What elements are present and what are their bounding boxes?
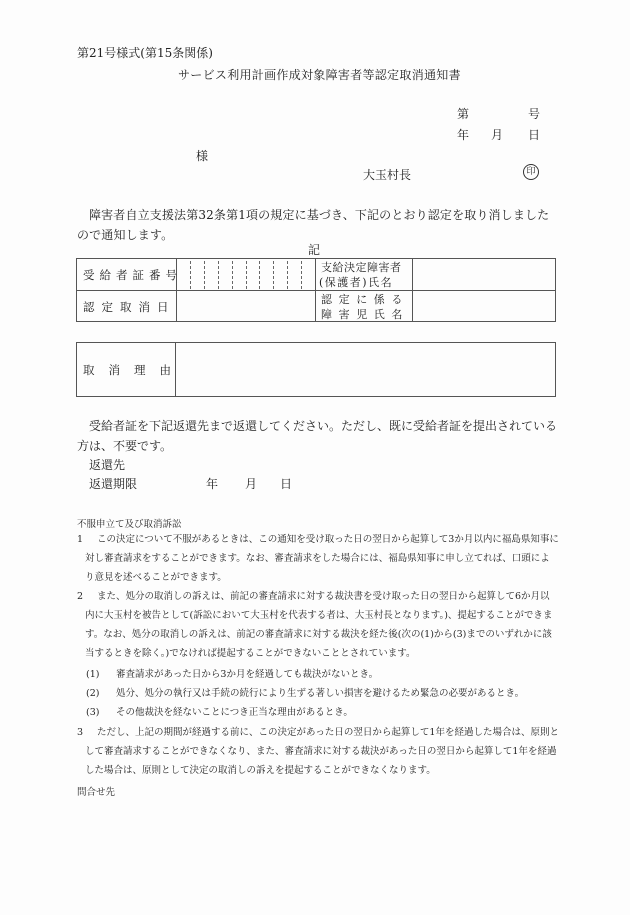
- digit-box-divider: [190, 261, 191, 289]
- appeal-item-number: 2: [77, 591, 84, 602]
- appeal-item-text: また、処分の取消しの訴えは、前記の審査請求に対する裁決書を受け取った日の翌日から起算して6か月以内に大玉村を被告として(訴訟において大玉村を代表する者は、大玉村長となります。)、提起することができます。なお、処分の取消しの訴えは、前記の審査請求に対する裁決を経た後(次の(1)から(3)までのいずれかに該当するときを除く。)でなければ提起することができないこととされています。: [85, 591, 553, 659]
- appeal-item-number: 3: [77, 727, 84, 738]
- return-deadline-month: 月: [245, 477, 258, 491]
- appeal-item-1: [77, 530, 559, 587]
- return-deadline-year: 年: [206, 477, 219, 491]
- digit-box-divider: [259, 261, 260, 289]
- table-col-divider: [412, 259, 413, 321]
- recipient-name-label-line1: 支給決定障害者: [321, 261, 402, 274]
- table-col-divider: [315, 259, 316, 321]
- revocation-reason-label: 取消理由: [83, 363, 185, 377]
- date-day-label: 日: [528, 128, 541, 142]
- digit-box-divider: [287, 261, 288, 289]
- revocation-date-label: 認定取消日: [83, 300, 176, 314]
- appeal-heading: 不服申立て及び取消訴訟: [77, 519, 182, 530]
- digit-box-divider: [218, 261, 219, 289]
- appeal-item-3: [77, 723, 559, 780]
- date-year-label: 年: [457, 128, 470, 142]
- digit-box-divider: [204, 261, 205, 289]
- return-notice-text: 受給者証を下記返還先まで返還してください。ただし、既に受給者証を提出されている方は、不要です。: [77, 419, 558, 453]
- return-destination-label: 返還先: [89, 458, 126, 472]
- number-suffix: 号: [528, 107, 541, 121]
- appeal-sub-item-2: [86, 685, 524, 699]
- sub-item-number: (3): [86, 707, 100, 718]
- issuer-name: 大玉村長: [363, 168, 412, 182]
- return-deadline-label: 返還期限: [89, 477, 138, 491]
- appeal-item-text: ただし、上記の期間が経過する前に、この決定があった日の翌日から起算して1年を経過した場合は、原則として審査請求することができなくなり、また、審査請求に対する裁決があった日の翌日から起算して1年を経過した場合は、原則として決定の取消しの訴えを提起することができなくなります。: [85, 727, 559, 776]
- revocation-reason-table: [76, 342, 556, 397]
- table-row-divider: [77, 290, 555, 291]
- document-title: サービス利用計画作成対象障害者等認定取消通知書: [178, 68, 461, 82]
- digit-box-divider: [246, 261, 247, 289]
- sub-item-text: 処分、処分の執行又は手続の続行により生ずる著しい損害を避けるため緊急の必要があるとき。: [116, 688, 525, 699]
- form-number: 第21号様式(第15条関係): [77, 46, 213, 60]
- certificate-number-label: 受給者証番号: [83, 268, 182, 282]
- certificate-table: [76, 258, 556, 322]
- addressee-suffix: 様: [196, 149, 209, 163]
- digit-box-divider: [232, 261, 233, 289]
- sub-item-number: (1): [86, 669, 100, 680]
- appeal-item-2: [77, 587, 559, 663]
- date-month-label: 月: [491, 128, 504, 142]
- sub-item-text: その他裁決を経ないことにつき正当な理由があるとき。: [116, 707, 353, 718]
- inquiry-label: 問合せ先: [77, 787, 116, 798]
- number-prefix: 第: [457, 107, 470, 121]
- appeal-sub-item-1: [86, 666, 378, 680]
- digit-box-divider: [301, 261, 302, 289]
- sub-item-text: 審査請求があった日から3か月を経過しても裁決がないとき。: [116, 669, 379, 680]
- notice-text: 障害者自立支援法第32条第1項の規定に基づき、下記のとおり認定を取り消しましたので通知します。: [77, 208, 550, 242]
- recipient-name-label-line2: (保護者)氏名: [319, 276, 394, 289]
- child-name-label-line1: 認定に係る: [321, 293, 409, 306]
- digit-box-divider: [273, 261, 274, 289]
- seal-icon: 印: [523, 164, 539, 180]
- child-name-label-line2: 障害児氏名: [321, 308, 409, 321]
- sub-item-number: (2): [86, 688, 100, 699]
- appeal-sub-item-3: [86, 704, 353, 718]
- return-deadline-day: 日: [280, 477, 293, 491]
- ki-label: 記: [308, 243, 321, 257]
- appeal-item-number: 1: [77, 534, 84, 545]
- appeal-item-text: この決定について不服があるときは、この通知を受け取った日の翌日から起算して3か月以内に福島県知事に対し審査請求をすることができます。なお、審査請求をした場合には、福島県知事に申し立てれば、口頭により意見を述べることができます。: [85, 534, 559, 583]
